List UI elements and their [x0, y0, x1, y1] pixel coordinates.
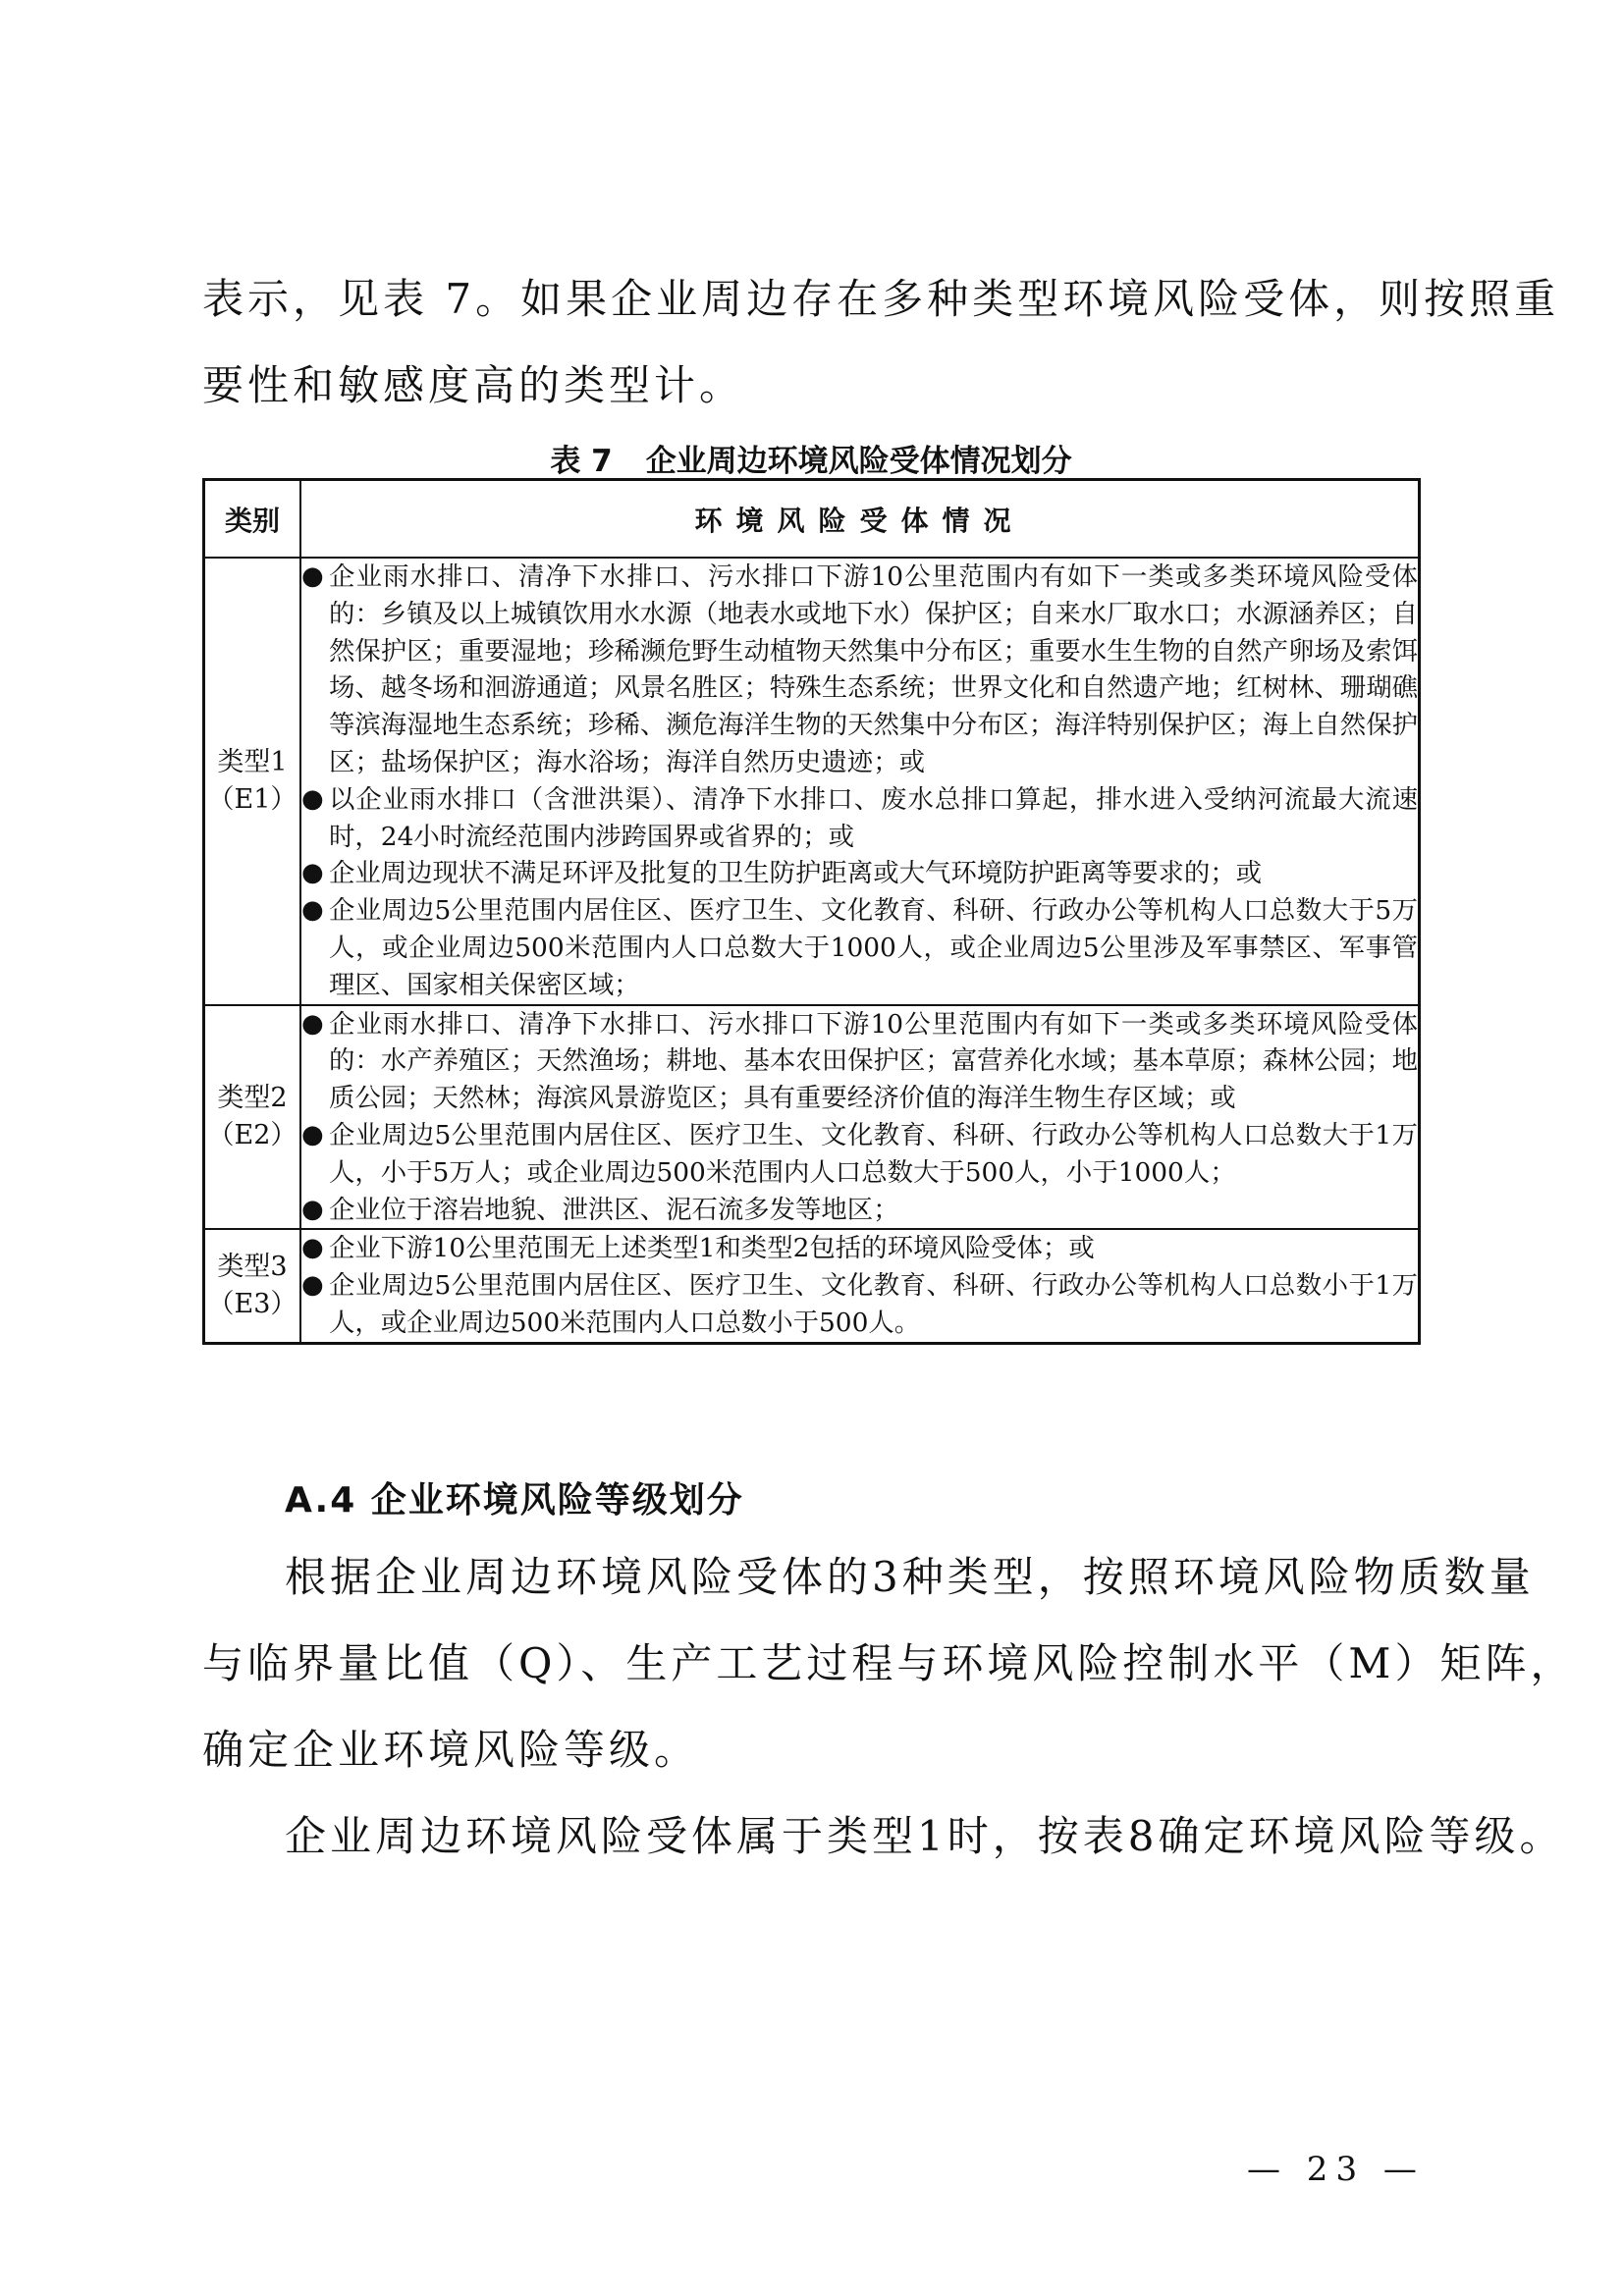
table-row-e3 — [204, 1229, 1420, 1343]
bullet-icon: ● — [301, 783, 324, 814]
list-item — [301, 1006, 1418, 1117]
list-item-text: 企业雨水排口、清净下水排口、污水排口下游10公里范围内有如下一类或多类环境风险受体的：乡镇及以上城镇饮用水水源（地表水或地下水）保护区；自来水厂取水口；水源涵养区；自然保护区；重要湿地；珍稀濒危野生动植物天然集中分布区；重要水生生物的自然产卵场及索饵场、越冬场和洄游通道；风景名胜区；特殊生态系统；世界文化和自然遗产地；红树林、珊瑚礁等滨海湿地生态系统；珍稀、濒危海洋生物的天然集中分布区；海洋特别保护区；海上自然保护区；盐场保护区；海水浴场；海洋自然历史遗迹；或 — [329, 561, 1418, 777]
list-item-text: 企业周边5公里范围内居住区、医疗卫生、文化教育、科研、行政办公等机构人口总数大于1万人，小于5万人；或企业周边500米范围内人口总数大于500人，小于1000人； — [329, 1119, 1418, 1188]
type-cell-e2 — [204, 1005, 301, 1230]
type-name-e1: 类型1 — [217, 746, 288, 777]
list-item-text: 企业周边5公里范围内居住区、医疗卫生、文化教育、科研、行政办公等机构人口总数大于5万人，或企业周边500米范围内人口总数大于1000人，或企业周边5公里涉及军事禁区、军事管理区、国家相关保密区域； — [329, 895, 1418, 1000]
desc-cell-e2 — [300, 1005, 1420, 1230]
section-heading: A.4 企业环境风险等级划分 — [285, 1480, 744, 1521]
type-code-e1: （E1） — [207, 783, 298, 815]
list-item-text: 企业位于溶岩地貌、泄洪区、泥石流多发等地区； — [329, 1194, 899, 1225]
type-cell-e3 — [204, 1229, 301, 1343]
header-type: 类别 — [204, 480, 301, 559]
type-name-e3: 类型3 — [217, 1252, 288, 1283]
section-para-1-line-3: 确定企业环境风险等级。 — [202, 1726, 700, 1774]
desc-cell-e3 — [300, 1229, 1420, 1343]
section-para-1-line-2: 与临界量比值（Q）、生产工艺过程与环境风险控制水平（M）矩阵， — [202, 1639, 1576, 1687]
list-item — [301, 559, 1418, 781]
bullet-icon: ● — [301, 561, 324, 591]
list-item-text: 企业周边现状不满足环评及批复的卫生防护距离或大气环境防护距离等要求的；或 — [329, 858, 1263, 889]
intro-line-1: 表示，见表 7。如果企业周边存在多种类型环境风险受体，则按照重 — [202, 275, 1560, 323]
risk-receptor-table — [202, 478, 1421, 1345]
desc-cell-e1 — [300, 558, 1420, 1005]
bullet-icon: ● — [301, 858, 324, 888]
list-item — [301, 1117, 1418, 1192]
list-item — [301, 781, 1418, 856]
table-caption — [202, 436, 1420, 480]
bullet-icon: ● — [301, 895, 324, 926]
type-code-e2: （E2） — [207, 1119, 298, 1150]
section-para-1-line-1: 根据企业周边环境风险受体的3种类型，按照环境风险物质数量 — [285, 1553, 1535, 1601]
list-item — [301, 892, 1418, 1003]
table-header-row — [204, 480, 1420, 559]
header-description: 环境风险受体情况 — [300, 480, 1420, 559]
type-code-e3: （E3） — [207, 1289, 298, 1320]
list-item-text: 企业周边5公里范围内居住区、医疗卫生、文化教育、科研、行政办公等机构人口总数小于1万人，或企业周边500米范围内人口总数小于500人。 — [329, 1270, 1418, 1338]
bullet-icon: ● — [301, 1270, 324, 1301]
bullet-icon: ● — [301, 1119, 324, 1149]
type-cell-e1 — [204, 558, 301, 1005]
list-item — [301, 855, 1418, 892]
list-item — [301, 1230, 1418, 1267]
table-caption-number: 表 7 — [550, 444, 613, 479]
table-caption-title: 企业周边环境风险受体情况划分 — [645, 444, 1072, 479]
intro-line-2: 要性和敏感度高的类型计。 — [202, 361, 745, 409]
bullet-icon: ● — [301, 1194, 324, 1224]
list-item-text: 企业下游10公里范围无上述类型1和类型2包括的环境风险受体；或 — [329, 1233, 1095, 1264]
list-item — [301, 1192, 1418, 1229]
table-row-e1 — [204, 558, 1420, 1005]
table-row-e2 — [204, 1005, 1420, 1230]
list-item-text: 企业雨水排口、清净下水排口、污水排口下游10公里范围内有如下一类或多类环境风险受体的：水产养殖区；天然渔场；耕地、基本农田保护区；富营养化水域；基本草原；森林公园；地质公园；天然林；海滨风景游览区；具有重要经济价值的海洋生物生存区域；或 — [329, 1008, 1418, 1114]
bullet-icon: ● — [301, 1008, 324, 1039]
list-item-text: 以企业雨水排口（含泄洪渠）、清净下水排口、废水总排口算起，排水进入受纳河流最大流速时，24小时流经范围内涉跨国界或省界的；或 — [329, 783, 1418, 852]
bullet-icon: ● — [301, 1233, 324, 1263]
section-para-2: 企业周边环境风险受体属于类型1时，按表8确定环境风险等级。 — [285, 1812, 1565, 1860]
page-number: — 23 — — [1247, 2150, 1425, 2189]
type-name-e2: 类型2 — [217, 1082, 288, 1113]
list-item — [301, 1267, 1418, 1342]
